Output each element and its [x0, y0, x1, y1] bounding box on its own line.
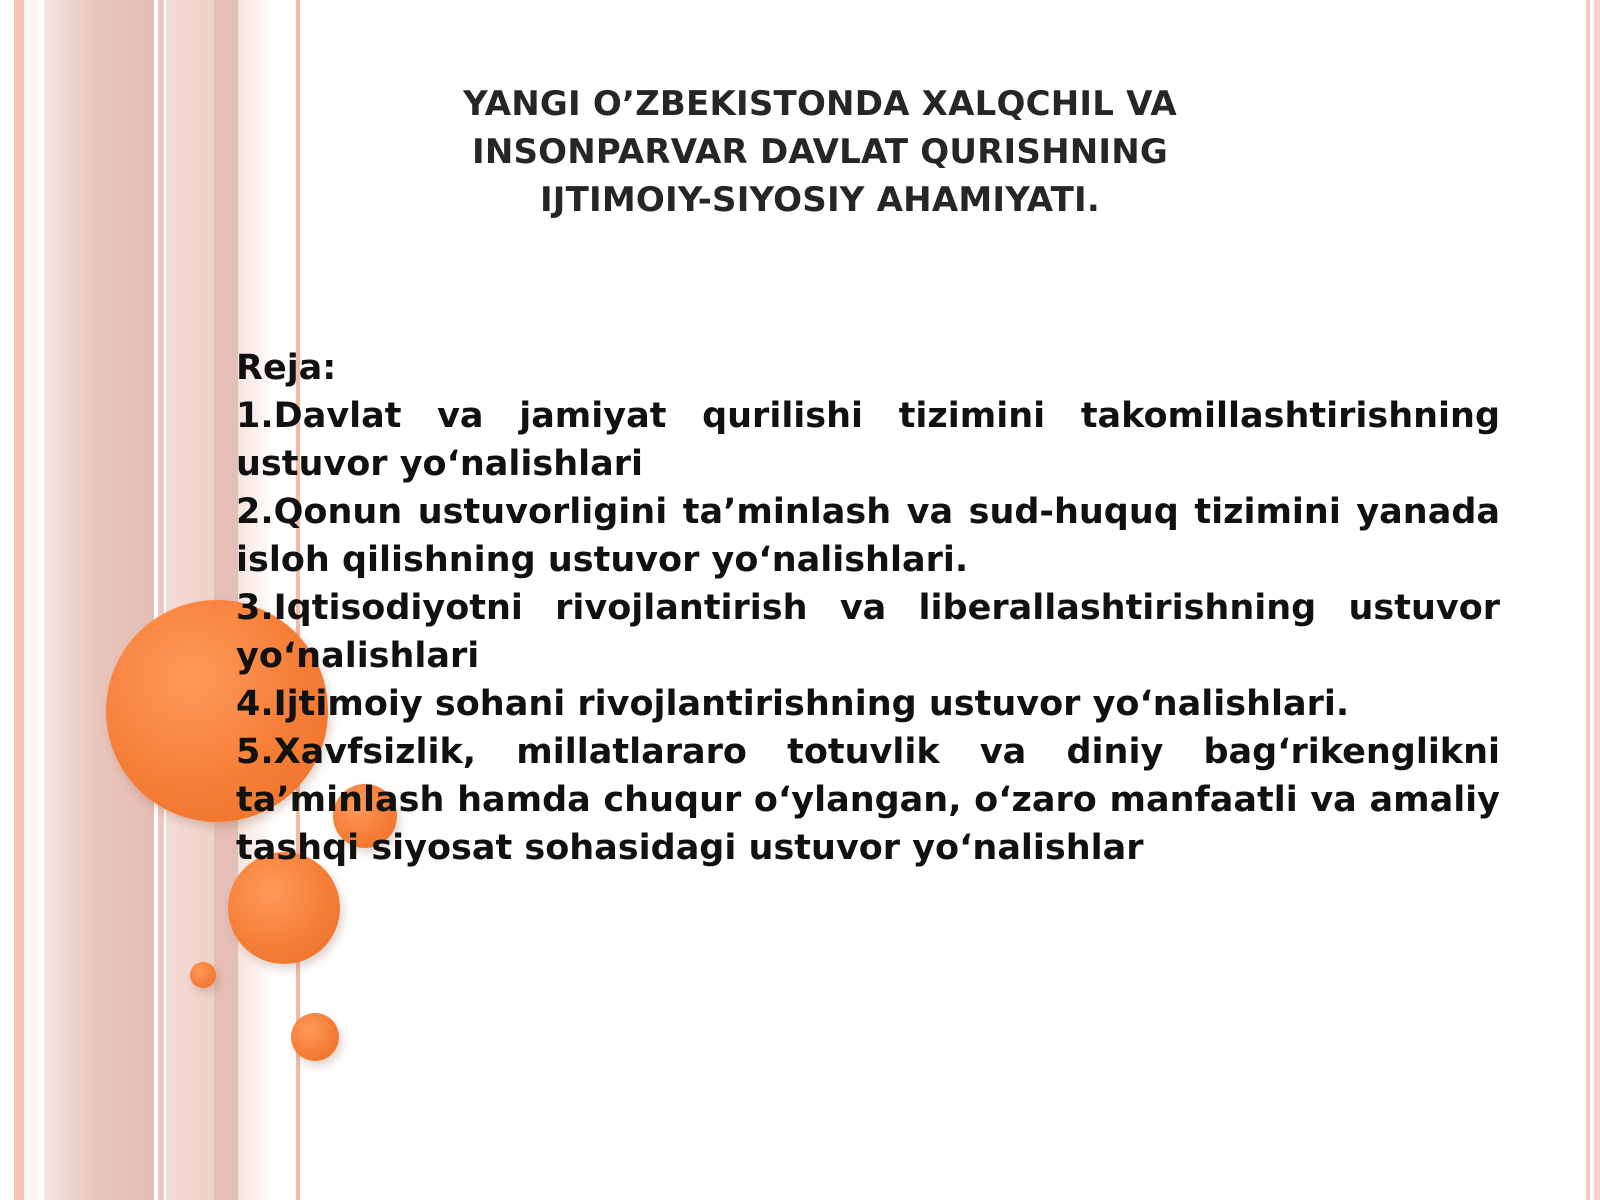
- slide-title-line: INSONPARVAR DAVLAT QURISHNING: [471, 132, 1169, 172]
- plan-item: 4.Ijtimoiy sohani rivojlantirishning ustuvor yo‘nalishlari.: [236, 684, 1350, 724]
- decorative-circle-small: [291, 1013, 339, 1061]
- slide-title-line: IJTIMOIY-SIYOSIY AHAMIYATI.: [539, 180, 1101, 220]
- decorative-stripe-wide: [44, 0, 154, 1200]
- plan-item: 5.Xavfsizlik, millatlararo totuvlik va diniy bag‘rikenglikni ta’minlash hamda chuqur o‘ylangan, o‘zaro manfaatli va amaliy tashqi siyosat sohasidagi ustuvor yo‘nalishlar: [236, 732, 1500, 868]
- slide-title-line: YANGI O’ZBEKISTONDA XALQCHIL VA: [463, 84, 1177, 124]
- decorative-stripe-light: [24, 0, 38, 1200]
- decorative-right-line: [1586, 0, 1590, 1200]
- plan-item: 2.Qonun ustuvorligini ta’minlash va sud-huquq tizimini yanada isloh qilishning ustuvor yo‘nalishlari.: [236, 492, 1500, 580]
- plan-label: Reja:: [236, 348, 337, 388]
- decorative-circle-tiny: [190, 962, 216, 988]
- decorative-stripe-edge: [14, 0, 24, 1200]
- plan-item: 3.Iqtisodiyotni rivojlantirish va liberallashtirishning ustuvor yo‘nalishlari: [236, 588, 1500, 676]
- decorative-stripe-thin: [158, 0, 164, 1200]
- decorative-right-edge: [1594, 0, 1600, 1200]
- slide-title: [380, 80, 1260, 224]
- plan-item: 1.Davlat va jamiyat qurilishi tizimini takomillashtirishning ustuvor yo‘nalishlari: [236, 396, 1500, 484]
- slide-body: [236, 344, 1500, 872]
